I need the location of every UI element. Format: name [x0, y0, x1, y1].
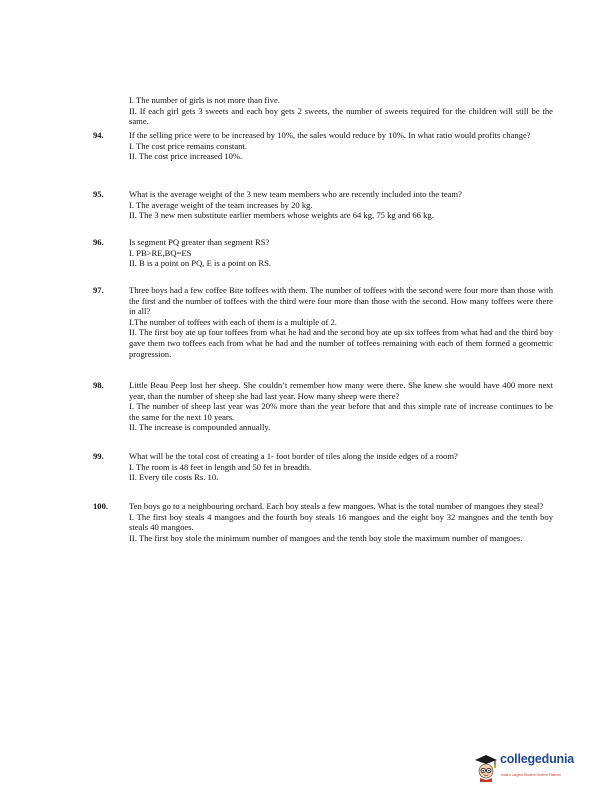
- question-number: 98.: [93, 380, 104, 390]
- question-text: What will be the total cost of creating a 1- foot border of tiles along the inside edges of a room?: [129, 451, 458, 461]
- question-100: [93, 501, 553, 543]
- logo-wordmark: collegedunia: [500, 752, 575, 766]
- statement-line: I. The cost price remains constant.: [129, 140, 247, 151]
- statement-line: I. PB>RE,BQ=ES: [129, 247, 192, 258]
- question-number: 96.: [93, 237, 104, 247]
- question-text: Is segment PQ greater than segment RS?: [129, 237, 270, 247]
- statement-line: I. The room is 48 feet in length and 50 fet in breadth.: [129, 461, 312, 472]
- question-number: 95.: [93, 189, 104, 199]
- statement-line: I. The average weight of the team increases by 20 kg.: [129, 199, 313, 210]
- statement-line: I. The number of girls is not more than five.: [129, 95, 280, 105]
- statement-line: II. The first boy stole the minimum number of mangoes and the tenth boy stole the maximum number of mangoes.: [129, 532, 523, 543]
- question-98: [93, 380, 553, 433]
- statement-line: II. If each girl gets 3 sweets and each boy gets 2 sweets, the number of sweets required for the children will still be the same.: [129, 105, 553, 127]
- statement-line: I. The first boy steals 4 mangoes and the fourth boy steals 16 mangoes and the eight boy 32 mangoes and the tenth boy steals 40 mangoes.: [129, 511, 553, 533]
- question-number: 94.: [93, 130, 104, 140]
- question-94: [93, 130, 553, 162]
- question-text: Ten boys go to a neighbouring orchard. Each boy steals a few mangoes. What is the total number of mangoes they steal?: [129, 501, 544, 511]
- logo-tagline: India's Largest Student Review Platform: [501, 773, 562, 777]
- statement-line: I.The number of toffees with each of them is a multiple of 2.: [129, 316, 337, 327]
- statement-line: II. The first boy ate up four toffees from what he had and the second boy ate up six toffees from what had and the third boy gave them two toffees each from what he had and the number of toffees remaining with each of them formed a geometric progression.: [129, 327, 553, 359]
- question-text: What is the average weight of the 3 new team members who are recently included into the team?: [129, 189, 462, 199]
- question-97: [93, 285, 553, 359]
- statement-line: II. B is a point on PQ, E is a point on RS.: [129, 258, 272, 269]
- statement-line: I. The number of sheep last year was 20% more than the year before that and this simple rate of increase continues to be the same for the next 10 years.: [129, 401, 553, 422]
- collegedunia-logo: [473, 752, 601, 782]
- statement-line: II. The cost price increased 10%.: [129, 151, 243, 162]
- question-number: 97.: [93, 285, 104, 295]
- statement-line: II. Every tile costs Rs. 10.: [129, 472, 219, 483]
- question-96: [93, 237, 553, 269]
- statement-line: II. The increase is compounded annually.: [129, 422, 271, 433]
- question-93-continuation: [129, 95, 553, 127]
- question-text: Little Beau Peep lost her sheep. She couldn’t remember how many were there. She knew she would have 400 more next year, than the number of sheep she had last year. How many sheep were there?: [129, 380, 553, 401]
- graduate-mascot-icon: [473, 752, 499, 782]
- question-text: If the selling price were to be increased by 10%, the sales would reduce by 10%. In what ratio would profits change?: [129, 130, 531, 140]
- question-number: 100.: [93, 501, 109, 511]
- question-95: [93, 189, 553, 221]
- question-number: 99.: [93, 451, 104, 461]
- question-text: Three boys had a few coffee Bite toffees with them. The number of toffees with the second were four more than those with the first and the number of toffees with the third were four more than those with the second. How many toffees were there in all?: [129, 285, 553, 317]
- statement-line: II. The 3 new men substitute earlier members whose weights are 64 kg, 75 kg and 66 kg.: [129, 210, 434, 221]
- question-99: [93, 451, 553, 483]
